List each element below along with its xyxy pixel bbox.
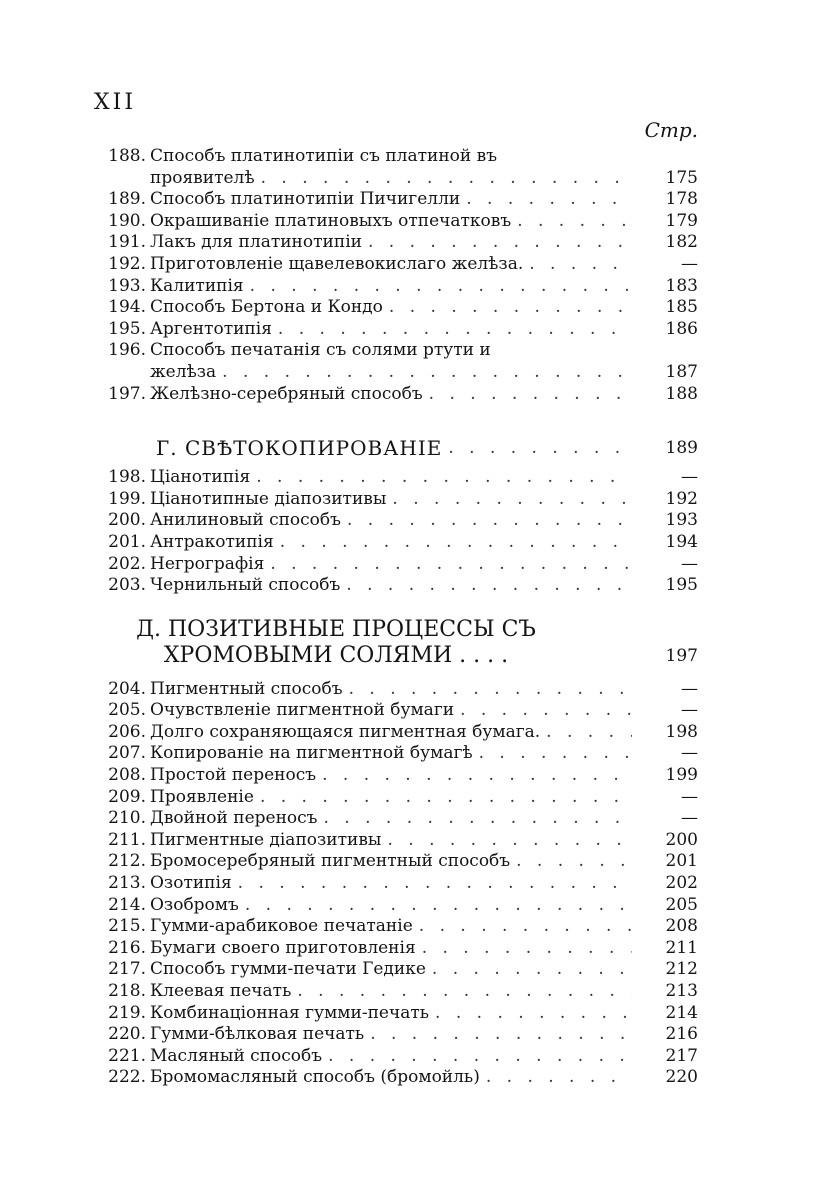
section-title: Г. СВѢТОКОПИРОВАНІЕ [156,435,443,460]
entries-list-d [94,679,698,1089]
entry-title: Озотипія [150,873,232,894]
entries-list-g [94,467,698,597]
toc-entry [94,895,698,917]
toc-entry [94,554,698,576]
entry-title: Способъ платинотипіи съ платиной въ [150,146,498,166]
entry-number: 220. [108,1024,146,1045]
leader-dots [278,319,632,341]
toc-entry [94,575,698,597]
page-ref: 202 [665,873,698,894]
toc-entry [94,254,698,276]
page-ref: — [681,467,698,488]
entry-title: Клеевая печать [150,981,292,1001]
toc-entry [94,765,698,787]
page-ref: 205 [665,894,698,915]
page-ref: 179 [665,210,698,231]
leader-dots [261,168,632,190]
toc-entry [94,510,698,532]
leader-dots [389,297,632,319]
page-ref: 185 [665,297,698,318]
entry-title: Пигментные діапозитивы [150,829,382,850]
toc-entry [94,722,698,744]
entry-number: 218. [108,981,146,1001]
entry-number: 201. [108,531,146,552]
page-ref: 200 [665,829,698,850]
leader-dots [370,1024,632,1046]
entry-number: 195. [108,318,146,339]
entry-title: Пигментный способъ [150,678,343,699]
page-ref: — [681,700,698,721]
leader-dots [238,873,632,895]
entry-title: Калитипія [150,275,244,296]
leader-dots [546,722,632,744]
page-ref: 213 [665,981,698,1001]
leader-dots [387,830,632,852]
entry-title: Копированіе на пигментной бумагѣ [150,743,473,764]
entry-title: Масляный способъ [150,1045,323,1066]
toc-entry [94,959,698,981]
toc-entry [94,1003,698,1025]
leader-dots [280,532,632,554]
entry-number: 216. [108,937,146,958]
page-ref: 199 [665,765,698,786]
page-ref: 189 [665,437,698,458]
page-ref: 197 [665,645,698,666]
leader-dots [392,489,632,511]
page-ref: 193 [665,510,698,531]
toc-entry [94,276,698,298]
page-ref: — [681,743,698,764]
toc-entry [94,319,698,341]
toc-entry [94,679,698,701]
toc-entry [94,916,698,938]
entry-number: 205. [108,700,146,721]
entry-title: Аргентотипія [150,318,272,339]
toc-entry [94,830,698,852]
entry-title: Простой переносъ [150,765,317,786]
leader-dots [347,510,632,532]
leader-dots [422,938,632,960]
entry-number: 214. [108,894,146,915]
section-title [94,617,638,669]
page-ref: — [681,253,698,274]
page-ref: — [681,808,698,829]
section-heading-g [94,413,698,459]
leader-dots [324,808,633,830]
toc-entry [94,211,698,233]
leader-dots [328,1046,632,1068]
entry-title: Бромосеребряный пигментный способъ [150,851,511,872]
leader-dots [432,959,632,981]
page-ref: 178 [665,189,698,210]
entry-number: 189. [108,189,146,210]
entry-title: Гумми-арабиковое печатаніе [150,916,413,937]
leader-dots [346,575,632,597]
toc-entry-continuation [94,168,698,190]
page-ref: 220 [665,1067,698,1088]
page-ref: 188 [665,383,698,404]
leader-dots [419,916,632,938]
toc-entry [94,808,698,830]
entry-number: 217. [108,959,146,980]
entry-title: Ціанотипія [150,467,251,488]
toc-entry [94,467,698,489]
entry-title: Бумаги своего приготовленія [150,937,416,958]
entry-number: 190. [108,210,146,231]
entry-title: Способъ платинотипіи Пичигелли [150,189,461,210]
leader-dots [256,467,632,489]
entry-title: Способъ гумми-печати Гедике [150,959,426,980]
entry-title: Очувствленіе пигментной бумаги [150,700,455,721]
entry-number: 208. [108,765,146,786]
leader-dots [466,189,632,211]
entry-title: Окрашиваніе платиновыхъ отпечатковъ [150,210,512,231]
entry-number: 209. [108,786,146,807]
entry-title: Антракотипія [150,531,274,552]
toc-entry [94,297,698,319]
entry-number: 200. [108,510,146,531]
entry-title: Ціанотипные діапозитивы [150,488,387,509]
toc-entry [94,1046,698,1068]
toc-entry [94,981,698,1003]
entry-number: 191. [108,232,146,253]
leader-dots [245,895,632,917]
leader-dots [486,1067,632,1089]
toc-entry [94,873,698,895]
entry-title: Чернильный способъ [150,575,341,596]
toc-entry-continuation [94,362,698,384]
page-ref: 183 [665,275,698,296]
page-ref: — [681,678,698,699]
entry-number: 198. [108,467,146,488]
entry-title: Долго сохраняющаяся пигментная бумага. [150,721,541,742]
entry-title: Проявленіе [150,786,254,807]
page-ref: 187 [665,361,698,382]
entry-title: Лакъ для платинотипіи [150,232,362,253]
leader-dots [516,851,632,873]
page-ref: 192 [665,488,698,509]
entry-number: 197. [108,383,146,404]
leader-dots [297,981,632,1003]
table-of-contents [94,146,698,1089]
entry-title: Анилиновый способъ [150,510,341,531]
entries-list-a [94,146,698,405]
toc-entry [94,1024,698,1046]
page-ref: 201 [665,851,698,872]
section-title-line1: Д. ПОЗИТИВНЫЕ ПРОЦЕССЫ СЪ [136,616,536,642]
toc-entry [94,851,698,873]
leader-dots [529,254,632,276]
entry-number: 222. [108,1067,146,1088]
entry-number: 203. [108,575,146,596]
entry-title: Негрографія [150,553,265,574]
entry-number: 219. [108,1002,146,1023]
entry-title-continued: проявителѣ [150,167,255,188]
entry-number: 194. [108,297,146,318]
page-ref: 212 [665,959,698,980]
leader-dots [460,700,632,722]
page-ref: 175 [665,167,698,188]
entry-number: 202. [108,553,146,574]
toc-entry [94,189,698,211]
entry-number: 206. [108,721,146,742]
section-title-line2: ХРОМОВЫМИ СОЛЯМИ . . . . [163,642,509,668]
entry-number: 199. [108,488,146,509]
leader-dots [222,362,632,384]
leader-dots [260,787,632,809]
toc-entry [94,340,698,362]
page-ref: — [681,786,698,807]
entry-title: Комбинаціонная гумми-печать [150,1002,430,1023]
page-ref: 195 [665,575,698,596]
toc-entry [94,146,698,168]
entry-title-continued: желѣза [150,361,217,382]
entry-title: Озобромъ [150,894,239,915]
page-ref: — [681,553,698,574]
entry-number: 210. [108,808,146,829]
entry-number: 213. [108,873,146,894]
page-ref: 217 [665,1045,698,1066]
entry-number: 192. [108,253,146,274]
leader-dots [250,276,632,298]
entry-title: Приготовленіе щавелевокислаго желѣза. [150,253,524,274]
toc-entry [94,787,698,809]
toc-entry [94,1067,698,1089]
entry-number: 207. [108,743,146,764]
page-ref: 198 [665,721,698,742]
leader-dots [517,211,632,233]
entry-number: 188. [108,146,146,166]
entry-number: 193. [108,275,146,296]
entry-number: 215. [108,916,146,937]
entry-number: 221. [108,1045,146,1066]
entry-number: 204. [108,678,146,699]
page-ref: 208 [665,916,698,937]
toc-entry [94,532,698,554]
page-ref: 211 [665,937,698,958]
section-heading-d [94,605,698,669]
entry-number: 211. [108,829,146,850]
page-number: XII [94,90,137,115]
toc-entry [94,489,698,511]
toc-entry [94,384,698,406]
leader-dots [429,384,632,406]
toc-entry [94,700,698,722]
leader-dots [448,438,632,460]
entry-title: Способъ печатанія съ солями ртути и [150,340,491,361]
entry-title: Гумми-бѣлковая печать [150,1024,365,1045]
page-ref: 186 [665,318,698,339]
page-ref: 194 [665,531,698,552]
entry-number: 212. [108,851,146,872]
entry-title: Способъ Бертона и Кондо [150,297,383,318]
entry-number: 196. [108,340,146,361]
leader-dots [349,679,632,701]
toc-entry [94,938,698,960]
leader-dots [270,554,632,576]
page-ref: 214 [665,1002,698,1023]
page-ref: 182 [665,232,698,253]
leader-dots [479,743,632,765]
leader-dots [322,765,632,787]
leader-dots [435,1003,632,1025]
page-column-header: Стр. [644,118,698,142]
toc-entry [94,232,698,254]
page-ref: 216 [665,1024,698,1045]
entry-title: Желѣзно-серебряный способъ [150,383,423,404]
toc-entry [94,743,698,765]
leader-dots [368,232,632,254]
entry-title: Бромомасляный способъ (бромойль) [150,1067,480,1088]
entry-title: Двойной переносъ [150,808,318,829]
